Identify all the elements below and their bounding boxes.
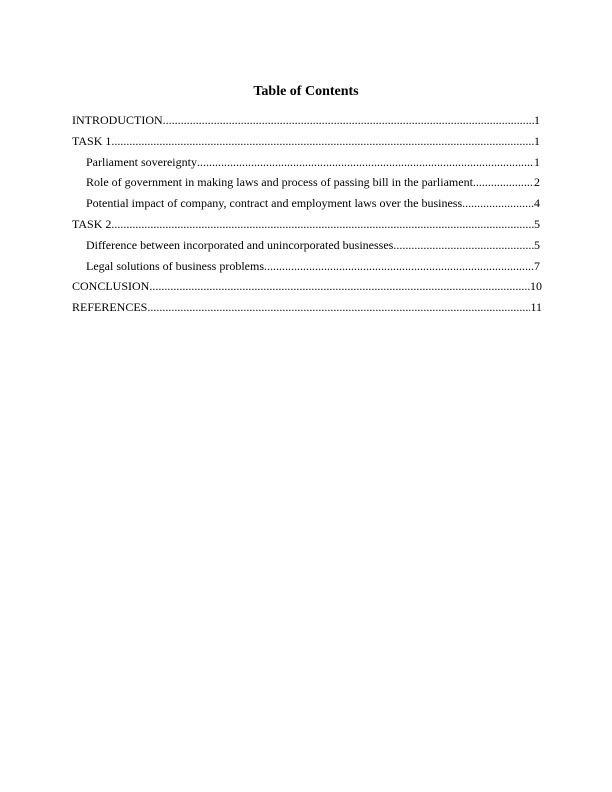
toc-dot-leader xyxy=(163,113,534,127)
toc-title: Table of Contents xyxy=(253,84,359,99)
toc-page-number: 11 xyxy=(530,300,542,315)
toc-entry-label: Potential impact of company, contract and employment laws over the business xyxy=(86,196,463,211)
toc-entry-introduction[interactable] xyxy=(72,113,540,134)
toc-entry-label: Difference between incorporated and unincorporated businesses xyxy=(86,237,394,252)
toc-page-number: 7 xyxy=(534,258,540,273)
toc-dot-leader xyxy=(462,196,534,210)
toc-entry-incorporated-vs-unincorporated[interactable] xyxy=(72,238,540,259)
toc-entry-label: Role of government in making laws and process of passing bill in the parliament. xyxy=(86,175,476,190)
toc-page-number: 1 xyxy=(534,154,540,169)
toc-entry-potential-impact[interactable] xyxy=(72,196,540,217)
toc-dot-leader xyxy=(149,279,530,293)
toc-dot-leader xyxy=(111,217,534,231)
toc-page-number: 5 xyxy=(534,216,540,231)
toc-entry-label: CONCLUSION xyxy=(72,279,150,294)
toc-entry-legal-solutions[interactable] xyxy=(72,259,540,280)
toc-page-number: 10 xyxy=(530,279,542,294)
toc-entry-references[interactable] xyxy=(72,300,540,321)
toc-dot-leader xyxy=(264,259,534,273)
toc-page-number: 1 xyxy=(534,113,540,127)
toc-entry-role-of-government[interactable] xyxy=(72,175,540,196)
toc-dot-leader xyxy=(476,175,534,189)
toc-entry-parliament-sovereignty[interactable] xyxy=(72,155,540,176)
toc-dot-leader xyxy=(147,300,530,314)
toc-entry-task-1[interactable] xyxy=(72,134,540,155)
toc-entry-label: TASK 2 xyxy=(72,216,112,231)
toc-entry-label: INTRODUCTION xyxy=(72,113,163,127)
toc-entry-label: TASK 1 xyxy=(72,133,112,148)
toc-page-number: 5 xyxy=(534,237,540,252)
toc-page-number: 2 xyxy=(534,175,540,190)
toc-page-number: 1 xyxy=(534,133,540,148)
toc-entry-conclusion[interactable] xyxy=(72,279,540,300)
toc-entry-label: Parliament sovereignty xyxy=(86,154,197,169)
toc-entry-label: Legal solutions of business problems xyxy=(86,258,264,273)
toc-dot-leader xyxy=(197,155,534,169)
toc-dot-leader xyxy=(393,238,534,252)
toc-entry-label: REFERENCES xyxy=(72,300,148,315)
toc-dot-leader xyxy=(111,134,534,148)
toc-entry-task-2[interactable] xyxy=(72,217,540,238)
table-of-contents xyxy=(72,113,540,321)
toc-page-number: 4 xyxy=(534,196,540,211)
